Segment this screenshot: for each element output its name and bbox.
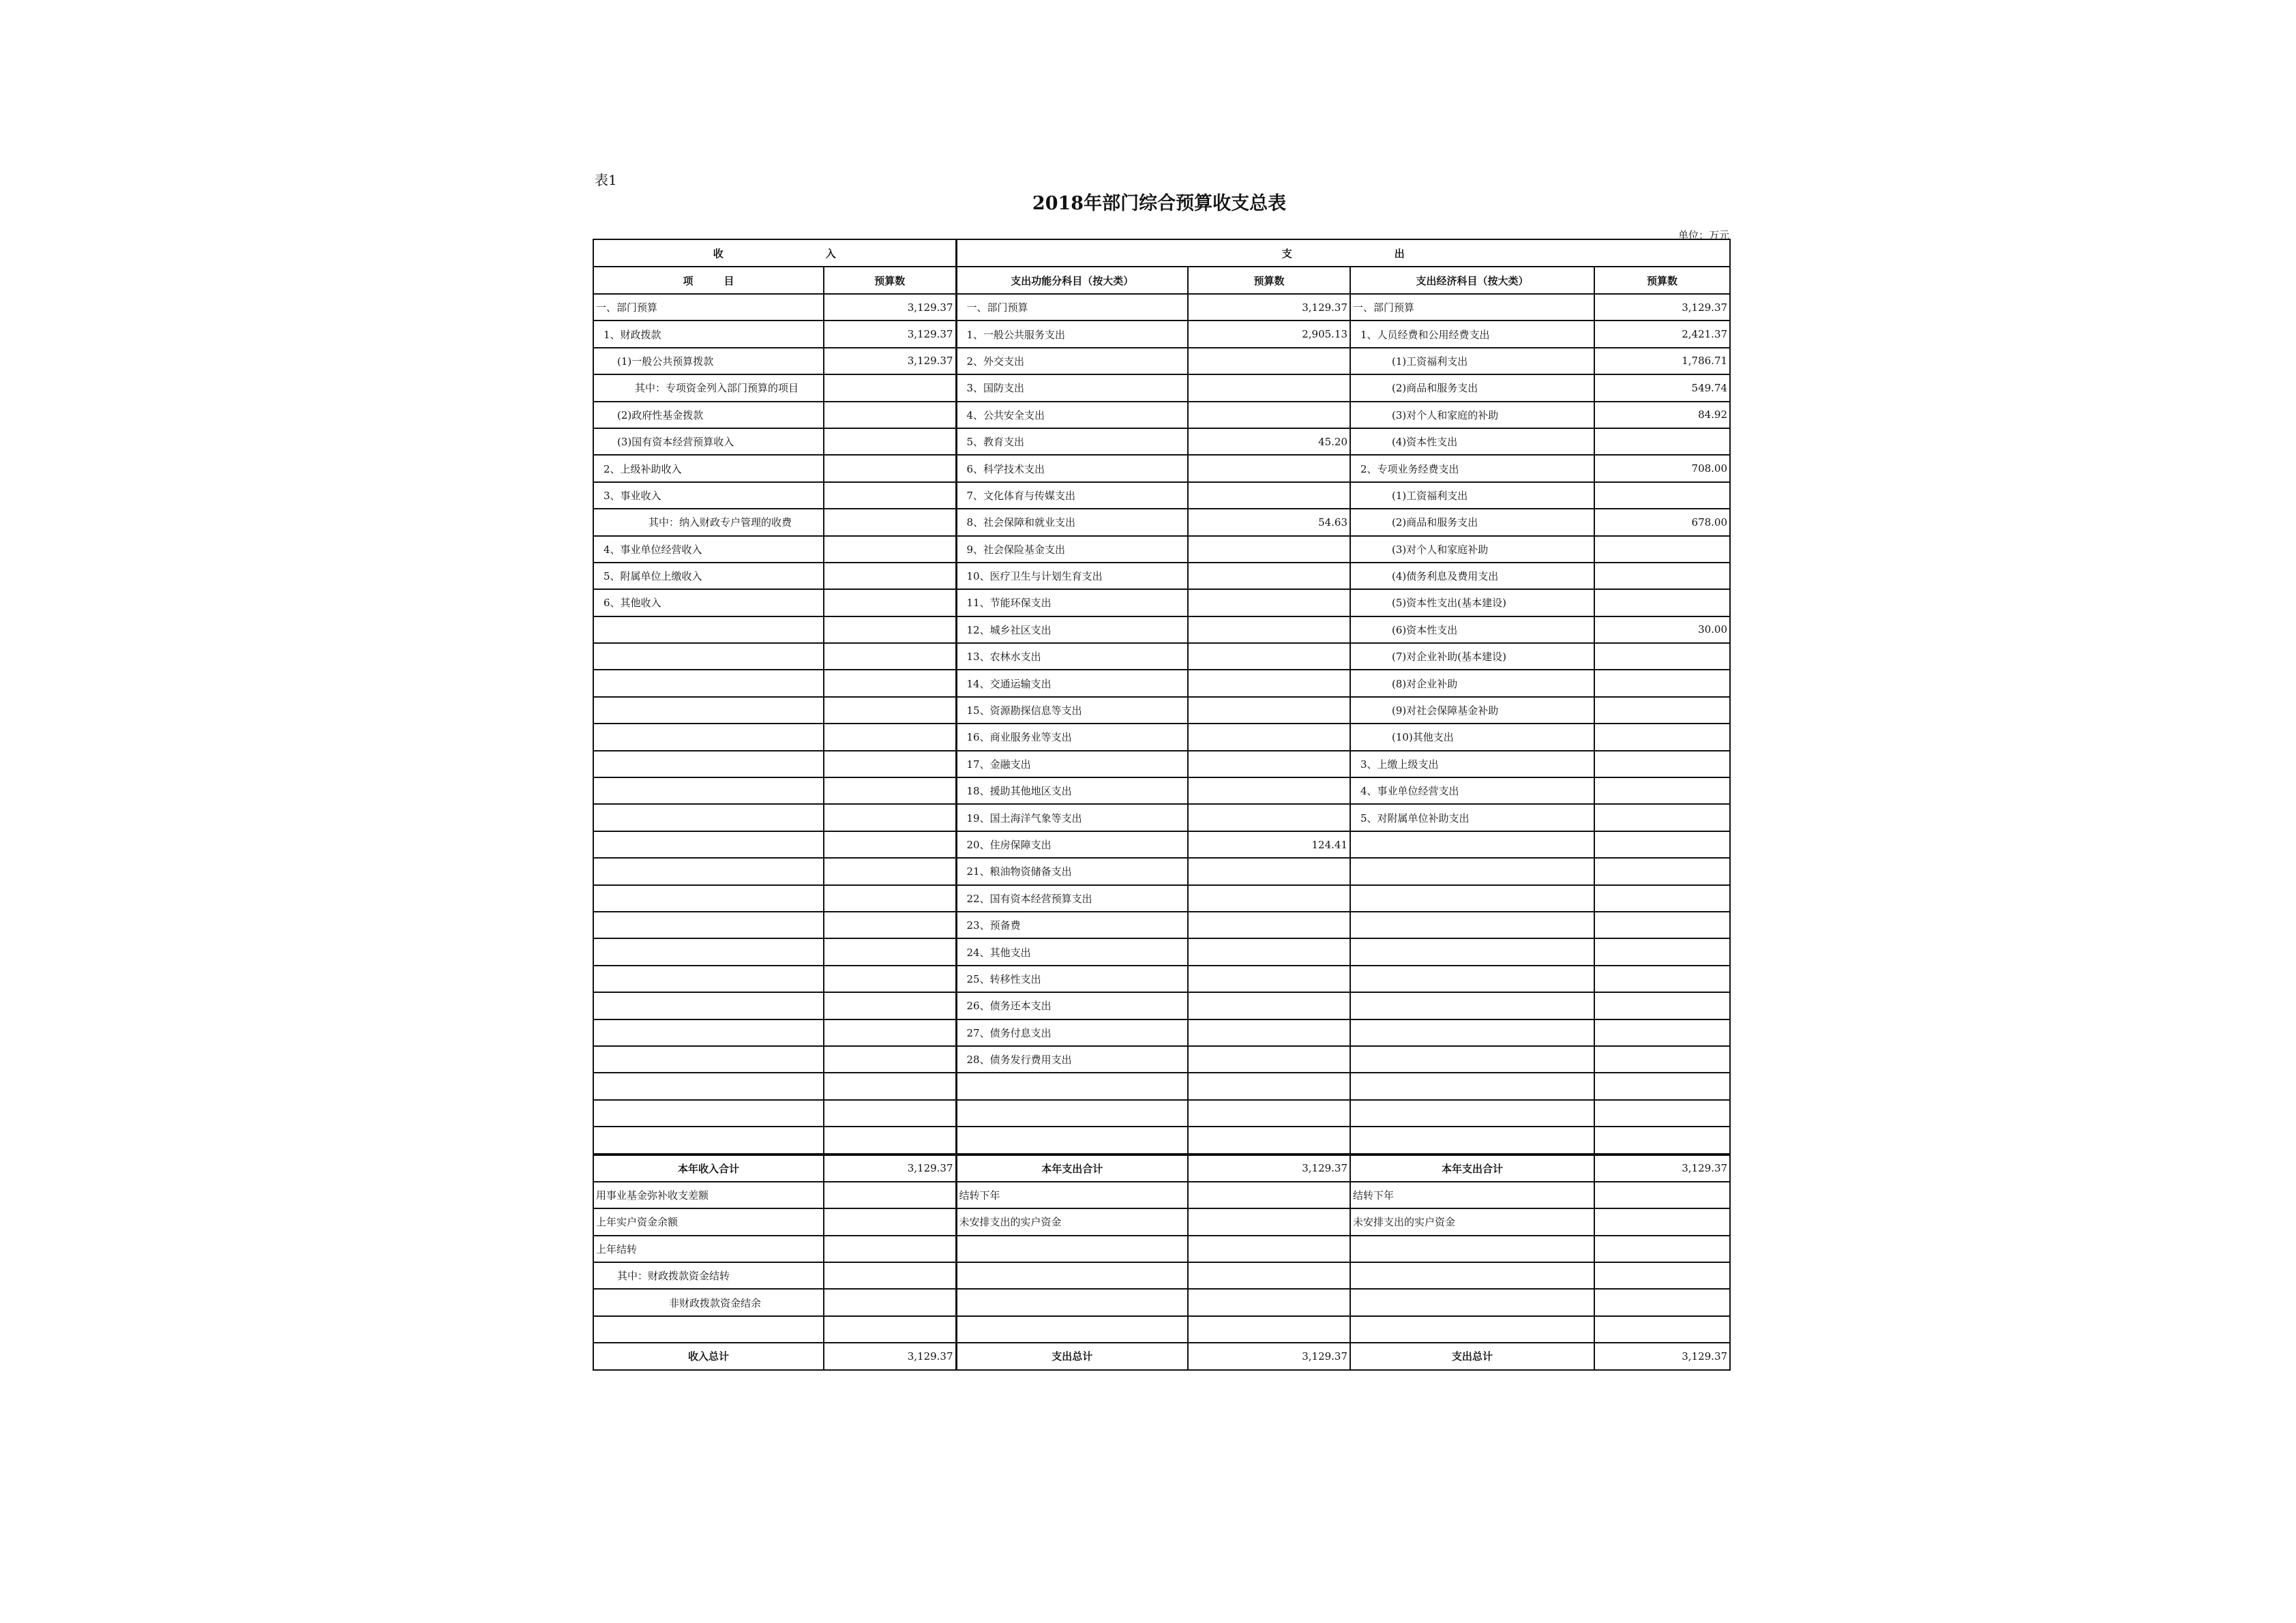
function-budget [1188,670,1350,696]
economic-budget [1594,938,1730,965]
function-item: 19、国土海洋气象等支出 [956,804,1188,831]
function-item: 23、预备费 [956,912,1188,938]
economic-budget [1594,1289,1730,1315]
income-budget [824,1289,956,1315]
economic-grand-total-label: 支出总计 [1350,1343,1594,1369]
income-item [593,938,824,965]
economic-item: 1、人员经费和公用经费支出 [1350,321,1594,347]
economic-item: 结转下年 [1350,1182,1594,1208]
income-budget [824,455,956,481]
table-row [593,831,1730,858]
income-item [593,1100,824,1127]
income-budget [824,670,956,696]
table-row [593,321,1730,347]
economic-item: 2、专项业务经费支出 [1350,455,1594,481]
economic-item: (1)工资福利支出 [1350,348,1594,374]
function-item: 25、转移性支出 [956,966,1188,992]
function-budget [1188,751,1350,777]
economic-item [1350,1316,1594,1343]
function-budget [1188,938,1350,965]
table-row [593,1236,1730,1262]
economic-item [1350,992,1594,1019]
budget-column-header: 预算数 [1188,267,1350,294]
income-budget [824,1073,956,1099]
income-budget [824,751,956,777]
function-item: 14、交通运输支出 [956,670,1188,696]
function-budget [1188,482,1350,509]
economic-item: (9)对社会保障基金补助 [1350,697,1594,724]
income-item [593,616,824,643]
function-budget: 2,905.13 [1188,321,1350,347]
function-year-total-label: 本年支出合计 [956,1155,1188,1182]
economic-grand-total-value: 3,129.37 [1594,1343,1730,1369]
economic-item: 未安排支出的实户资金 [1350,1208,1594,1235]
function-budget [1188,1100,1350,1127]
income-budget [824,589,956,616]
economic-budget [1594,912,1730,938]
income-item: 6、其他收入 [593,589,824,616]
economic-item: (2)商品和服务支出 [1350,509,1594,535]
income-item [593,751,824,777]
function-item: 28、债务发行费用支出 [956,1046,1188,1073]
economic-item: (1)工资福利支出 [1350,482,1594,509]
economic-item [1350,1019,1594,1046]
table-row [593,589,1730,616]
economic-budget [1594,992,1730,1019]
income-budget [824,1316,956,1343]
economic-year-total-value: 3,129.37 [1594,1155,1730,1182]
economic-budget [1594,831,1730,858]
function-item: 一、部门预算 [956,294,1188,321]
function-item [956,1289,1188,1315]
economic-budget [1594,724,1730,750]
function-budget [1188,1289,1350,1315]
income-budget [824,697,956,724]
function-item: 24、其他支出 [956,938,1188,965]
function-item: 8、社会保障和就业支出 [956,509,1188,535]
budget-column-header: 预算数 [1594,267,1730,294]
economic-budget [1594,1262,1730,1289]
function-item [956,1236,1188,1262]
economic-budget [1594,966,1730,992]
economic-item [1350,1262,1594,1289]
function-item: 22、国有资本经营预算支出 [956,885,1188,912]
function-item: 12、城乡社区支出 [956,616,1188,643]
economic-budget [1594,482,1730,509]
income-item: 用事业基金弥补收支差额 [593,1182,824,1208]
economic-budget [1594,751,1730,777]
economic-item: 5、对附属单位补助支出 [1350,804,1594,831]
economic-item: (10)其他支出 [1350,724,1594,750]
income-budget [824,1019,956,1046]
function-item [956,1100,1188,1127]
function-item [956,1262,1188,1289]
function-item: 10、医疗卫生与计划生育支出 [956,563,1188,589]
table-row [593,1208,1730,1235]
income-item [593,966,824,992]
income-item [593,992,824,1019]
table-row [593,509,1730,535]
unit-label: 单位：万元 [1678,229,1729,241]
table-row [593,402,1730,428]
income-item [593,858,824,884]
income-item: (3)国有资本经营预算收入 [593,428,824,455]
economic-item [1350,938,1594,965]
budget-column-header: 预算数 [824,267,956,294]
function-item: 26、债务还本支出 [956,992,1188,1019]
function-item: 18、援助其他地区支出 [956,777,1188,804]
income-year-total-label: 本年收入合计 [593,1155,824,1182]
table-row [593,1262,1730,1289]
income-budget [824,831,956,858]
table-row [593,670,1730,696]
economic-item: (4)债务利息及费用支出 [1350,563,1594,589]
income-budget [824,966,956,992]
economic-budget [1594,1182,1730,1208]
function-budget [1188,374,1350,401]
table-row [593,616,1730,643]
economic-column-header: 支出经济科目（按大类） [1350,267,1594,294]
income-budget [824,563,956,589]
table-row [593,912,1730,938]
economic-budget [1594,777,1730,804]
table-row [593,1127,1730,1154]
income-budget [824,482,956,509]
function-item: 6、科学技术支出 [956,455,1188,481]
economic-item [1350,858,1594,884]
income-item: 3、事业收入 [593,482,824,509]
function-budget [1188,912,1350,938]
function-item [956,1316,1188,1343]
income-budget [824,616,956,643]
income-budget [824,858,956,884]
income-budget [824,885,956,912]
economic-budget [1594,1046,1730,1073]
income-item: 5、附属单位上缴收入 [593,563,824,589]
economic-item: 3、上缴上级支出 [1350,751,1594,777]
table-row [593,858,1730,884]
economic-item: (6)资本性支出 [1350,616,1594,643]
function-budget [1188,966,1350,992]
table-row [593,697,1730,724]
function-item: 1、一般公共服务支出 [956,321,1188,347]
income-item [593,1073,824,1099]
economic-budget [1594,1019,1730,1046]
table-row [593,374,1730,401]
function-item: 4、公共安全支出 [956,402,1188,428]
economic-item [1350,1236,1594,1262]
income-budget [824,1236,956,1262]
function-budget [1188,536,1350,563]
function-item: 7、文化体育与传媒支出 [956,482,1188,509]
income-item [593,697,824,724]
document-title: 2018年部门综合预算收支总表 [1032,193,1287,214]
table-row [593,294,1730,321]
economic-budget [1594,1073,1730,1099]
function-item: 16、商业服务业等支出 [956,724,1188,750]
economic-item [1350,1046,1594,1073]
income-budget [824,1046,956,1073]
function-item: 27、债务付息支出 [956,1019,1188,1046]
income-item [593,670,824,696]
table-row [593,724,1730,750]
year-total-row [593,1155,1730,1182]
economic-budget: 84.92 [1594,402,1730,428]
income-item [593,912,824,938]
table-row [593,804,1730,831]
economic-budget [1594,1100,1730,1127]
function-budget [1188,563,1350,589]
budget-table [593,239,1731,1371]
function-column-header: 支出功能分科目（按大类） [956,267,1188,294]
function-budget [1188,643,1350,670]
income-item: (2)政府性基金拨款 [593,402,824,428]
income-budget [824,938,956,965]
function-budget [1188,992,1350,1019]
income-budget [824,1182,956,1208]
income-budget: 3,129.37 [824,321,956,347]
economic-item [1350,1100,1594,1127]
economic-item [1350,1289,1594,1315]
table-row [593,777,1730,804]
function-budget [1188,1019,1350,1046]
income-item: 非财政拨款资金结余 [593,1289,824,1315]
economic-budget [1594,1236,1730,1262]
function-budget [1188,455,1350,481]
economic-budget: 708.00 [1594,455,1730,481]
function-grand-total-value: 3,129.37 [1188,1343,1350,1369]
income-item: 一、部门预算 [593,294,824,321]
economic-item [1350,885,1594,912]
function-item: 未安排支出的实户资金 [956,1208,1188,1235]
income-budget [824,536,956,563]
income-item: 上年实户资金余额 [593,1208,824,1235]
function-budget [1188,1127,1350,1154]
table-row [593,992,1730,1019]
economic-budget [1594,1316,1730,1343]
income-item [593,1019,824,1046]
function-budget: 124.41 [1188,831,1350,858]
table-row [593,348,1730,374]
function-item [956,1073,1188,1099]
function-item: 21、粮油物资储备支出 [956,858,1188,884]
function-budget: 3,129.37 [1188,294,1350,321]
economic-budget: 549.74 [1594,374,1730,401]
economic-budget [1594,670,1730,696]
income-budget [824,1208,956,1235]
expense-header: 支 出 [956,239,1730,267]
function-grand-total-label: 支出总计 [956,1343,1188,1369]
economic-budget [1594,428,1730,455]
income-budget [824,643,956,670]
economic-budget [1594,697,1730,724]
economic-budget: 3,129.37 [1594,294,1730,321]
economic-item [1350,831,1594,858]
income-item: 4、事业单位经营收入 [593,536,824,563]
table-row [593,482,1730,509]
income-budget [824,777,956,804]
income-item: (1)一般公共预算拨款 [593,348,824,374]
economic-item [1350,966,1594,992]
economic-item [1350,1073,1594,1099]
function-budget [1188,1236,1350,1262]
function-year-total-value: 3,129.37 [1188,1155,1350,1182]
income-budget [824,402,956,428]
function-budget: 45.20 [1188,428,1350,455]
table-row [593,751,1730,777]
function-budget [1188,589,1350,616]
table-row [593,428,1730,455]
income-budget [824,804,956,831]
table-number: 表1 [595,172,617,188]
table-row [593,563,1730,589]
economic-item: 4、事业单位经营支出 [1350,777,1594,804]
income-year-total-value: 3,129.37 [824,1155,956,1182]
table-row [593,938,1730,965]
income-item [593,1316,824,1343]
economic-item: (8)对企业补助 [1350,670,1594,696]
function-budget [1188,885,1350,912]
table-row [593,1316,1730,1343]
economic-budget [1594,858,1730,884]
income-item [593,724,824,750]
function-budget [1188,1073,1350,1099]
function-budget [1188,777,1350,804]
function-item: 2、外交支出 [956,348,1188,374]
economic-budget [1594,589,1730,616]
income-budget [824,374,956,401]
column-header-row [593,267,1730,294]
table-row [593,455,1730,481]
function-item: 20、住房保障支出 [956,831,1188,858]
economic-item: 一、部门预算 [1350,294,1594,321]
income-item [593,831,824,858]
grand-total-row [593,1343,1730,1369]
economic-item [1350,1127,1594,1154]
income-item: 2、上级补助收入 [593,455,824,481]
table-row [593,966,1730,992]
economic-budget: 2,421.37 [1594,321,1730,347]
income-item: 1、财政拨款 [593,321,824,347]
table-row [593,1182,1730,1208]
income-budget [824,428,956,455]
table-row [593,1100,1730,1127]
economic-budget [1594,1208,1730,1235]
economic-item: (2)商品和服务支出 [1350,374,1594,401]
economic-item: (5)资本性支出(基本建设) [1350,589,1594,616]
income-grand-total-value: 3,129.37 [824,1343,956,1369]
economic-item: (3)对个人和家庭的补助 [1350,402,1594,428]
function-budget [1188,1182,1350,1208]
economic-budget [1594,563,1730,589]
income-grand-total-label: 收入总计 [593,1343,824,1369]
income-item: 其中：纳入财政专户管理的收费 [593,509,824,535]
economic-budget: 678.00 [1594,509,1730,535]
function-item: 15、资源勘探信息等支出 [956,697,1188,724]
income-budget [824,1127,956,1154]
income-item [593,1046,824,1073]
economic-item [1350,912,1594,938]
function-budget [1188,348,1350,374]
function-budget [1188,1208,1350,1235]
economic-item: (3)对个人和家庭补助 [1350,536,1594,563]
economic-budget [1594,536,1730,563]
function-budget [1188,402,1350,428]
function-budget [1188,724,1350,750]
table-row [593,643,1730,670]
function-budget [1188,616,1350,643]
income-budget [824,912,956,938]
function-item: 13、农林水支出 [956,643,1188,670]
function-budget: 54.63 [1188,509,1350,535]
economic-budget [1594,643,1730,670]
table-row [593,1019,1730,1046]
function-budget [1188,804,1350,831]
income-item [593,643,824,670]
function-budget [1188,1046,1350,1073]
function-item: 11、节能环保支出 [956,589,1188,616]
income-item [593,777,824,804]
table-row [593,536,1730,563]
economic-budget: 30.00 [1594,616,1730,643]
economic-item: (4)资本性支出 [1350,428,1594,455]
section-header-row [593,239,1730,267]
economic-budget: 1,786.71 [1594,348,1730,374]
income-header: 收 入 [593,239,956,267]
function-budget [1188,1316,1350,1343]
function-item: 5、教育支出 [956,428,1188,455]
income-budget [824,992,956,1019]
economic-budget [1594,885,1730,912]
income-budget [824,724,956,750]
income-budget: 3,129.37 [824,348,956,374]
income-item: 其中：财政拨款资金结转 [593,1262,824,1289]
function-item: 9、社会保险基金支出 [956,536,1188,563]
income-item [593,804,824,831]
function-item: 3、国防支出 [956,374,1188,401]
table-row [593,1046,1730,1073]
economic-year-total-label: 本年支出合计 [1350,1155,1594,1182]
income-item [593,885,824,912]
item-column-header: 项 目 [593,267,824,294]
economic-budget [1594,1127,1730,1154]
function-budget [1188,1262,1350,1289]
income-budget [824,1100,956,1127]
income-budget: 3,129.37 [824,294,956,321]
table-row [593,1289,1730,1315]
function-budget [1188,697,1350,724]
income-item: 上年结转 [593,1236,824,1262]
income-item: 其中：专项资金列入部门预算的项目 [593,374,824,401]
function-budget [1188,858,1350,884]
table-row [593,885,1730,912]
table-row [593,1073,1730,1099]
economic-budget [1594,804,1730,831]
income-item [593,1127,824,1154]
income-budget [824,1262,956,1289]
income-budget [824,509,956,535]
function-item [956,1127,1188,1154]
economic-item: (7)对企业补助(基本建设) [1350,643,1594,670]
function-item: 结转下年 [956,1182,1188,1208]
function-item: 17、金融支出 [956,751,1188,777]
